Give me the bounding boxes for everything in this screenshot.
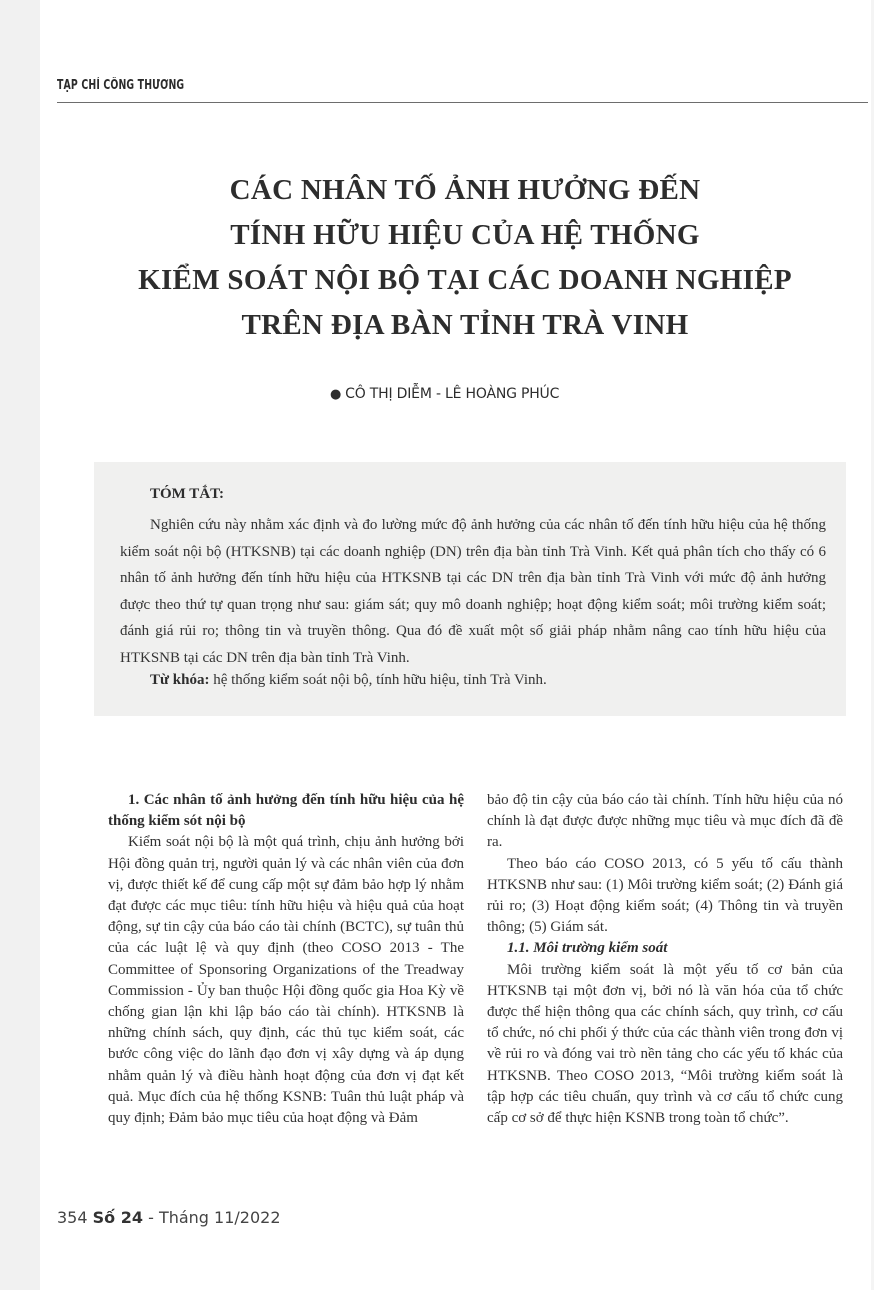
keywords-label: Từ khóa:	[150, 672, 210, 688]
abstract-text: Nghiên cứu này nhằm xác định và đo lường mức độ ảnh hưởng của các nhân tố đến tính hữu hiệu của hệ thống kiểm soát nội bộ (HTKSNB) tại các doanh nghiệp (DN) trên địa bàn tỉnh Trà Vinh. Kết quả phân tích cho thấy có 6 nhân tố ảnh hưởng đến tính hữu hiệu của HTKSNB tại các DN trên địa bàn tỉnh Trà Vinh với mức độ ảnh hưởng được theo thứ tự quan trọng như sau: giám sát; quy mô doanh nghiệp; hoạt động kiểm soát; môi trường kiểm soát; đánh giá rủi ro; thông tin và truyền thông. Qua đó đề xuất một số giải pháp nhằm nâng cao tính hữu hiệu của HTKSNB tại các DN trên địa bàn tỉnh Trà Vinh.	[120, 517, 826, 666]
body-paragraph: Kiểm soát nội bộ là một quá trình, chịu ảnh hưởng bởi Hội đồng quản trị, người quản lý và các nhân viên của đơn vị, được thiết kế để cung cấp một sự đảm bảo hợp lý nhằm đạt được các mục tiêu: tính hữu hiệu và hiệu quả của hoạt động, sự tin cậy của báo cáo tài chính (BCTC), sự tuân thủ của các luật lệ và quy định (theo COSO 2013 - The Committee of Sponsoring Organizations of the Treadway Commission - Ủy ban thuộc Hội đồng quốc gia Hoa Kỳ về chống gian lận khi lập báo cáo tài chính). HTKSNB là những chính sách, quy định, các thủ tục kiểm soát, các bước công việc do lãnh đạo đơn vị xây dựng và áp dụng nhằm quản lý và điều hành hoạt động của đơn vị đạt kết quả. Mục đích của hệ thống KSNB: Tuân thủ luật pháp và quy định; Đảm bảo mục tiêu của hoạt động và Đảm	[108, 834, 464, 1127]
title-line: TÍNH HỮU HIỆU CỦA HỆ THỐNG	[230, 219, 700, 251]
keywords-line	[150, 672, 547, 689]
title-line: KIỂM SOÁT NỘI BỘ TẠI CÁC DOANH NGHIỆP	[138, 264, 792, 296]
page-footer	[57, 1208, 281, 1227]
section-heading: 1. Các nhân tố ảnh hưởng đến tính hữu hiệu của hệ thống kiểm sót nội bộ	[108, 792, 464, 830]
page-margin-strip	[0, 0, 40, 1290]
authors-line	[330, 386, 559, 402]
author-names: CÔ THỊ DIỄM - LÊ HOÀNG PHÚC	[345, 386, 560, 402]
journal-header: TẠP CHÍ CÔNG THƯƠNG	[57, 78, 185, 93]
page-number: 354	[57, 1208, 88, 1227]
title-line: CÁC NHÂN TỐ ẢNH HƯỞNG ĐẾN	[229, 174, 701, 206]
title-line: TRÊN ĐỊA BÀN TỈNH TRÀ VINH	[241, 309, 689, 341]
body-paragraph: bảo độ tin cậy của báo cáo tài chính. Tính hữu hiệu của nó chính là đạt được được những mục tiêu và mục đích đã đề ra.	[487, 792, 843, 851]
left-column	[108, 790, 464, 1129]
abstract-box	[94, 462, 846, 716]
bullet-icon: ●	[330, 387, 342, 402]
article-title	[60, 168, 870, 348]
keywords-text: hệ thống kiểm soát nội bộ, tính hữu hiệu, tỉnh Trà Vinh.	[209, 672, 547, 688]
body-paragraph: Môi trường kiểm soát là một yếu tố cơ bản của HTKSNB tại một đơn vị, bởi nó là văn hóa của tổ chức được thể hiện thông qua các chính sách, quy trình, cơ cấu tổ chức, nó chi phối ý thức của các thành viên trong đơn vị về rủi ro và đóng vai trò nền tảng cho các yếu tố khác của HTKSNB. Theo COSO 2013, “Môi trường kiểm soát là tập hợp các tiêu chuẩn, quy trình và cơ cấu tổ chức cung cấp cơ sở để thực hiện KSNB trong toàn tổ chức”.	[487, 961, 843, 1127]
issue-number: Số 24	[92, 1208, 143, 1227]
abstract-heading: TÓM TẮT:	[150, 486, 225, 502]
header-divider	[57, 102, 868, 103]
issue-date: - Tháng 11/2022	[143, 1208, 281, 1227]
subsection-heading: 1.1. Môi trường kiểm soát	[507, 940, 668, 957]
body-paragraph: Theo báo cáo COSO 2013, có 5 yếu tố cấu thành HTKSNB như sau: (1) Môi trường kiểm soát; (2) Đánh giá rủi ro; (3) Hoạt động kiểm soát; (4) Thông tin và truyền thông; (5) Giám sát.	[487, 855, 843, 936]
right-column	[487, 790, 843, 1129]
